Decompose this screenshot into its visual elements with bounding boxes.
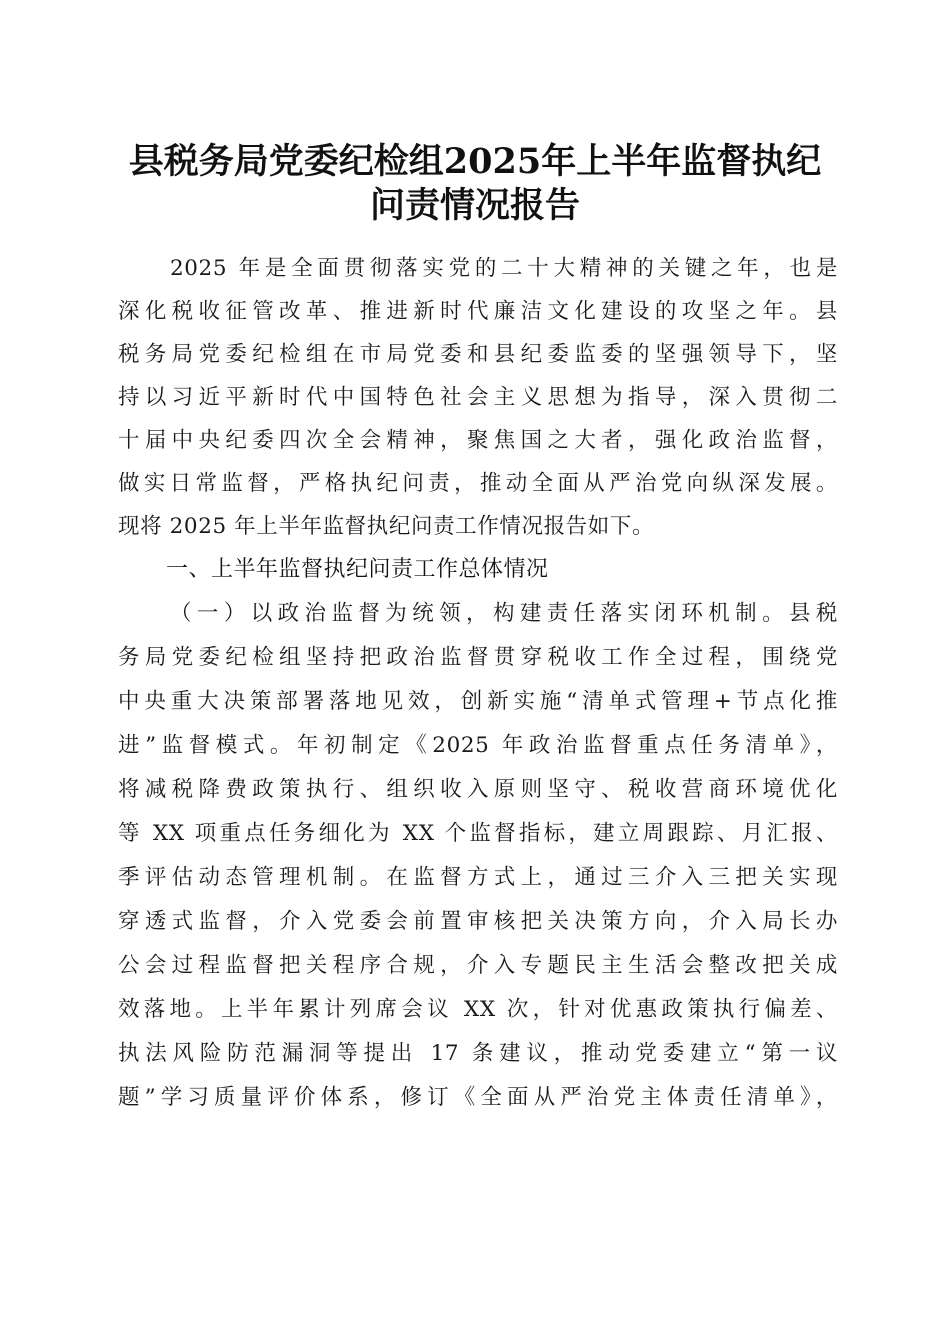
section-heading: 一、上半年监督执纪问责工作总体情况 xyxy=(166,557,549,582)
paragraph-line: 等 XX 项重点任务细化为 XX 个监督指标，建立周跟踪、月汇报、 xyxy=(118,821,838,846)
paragraph-line: 题”学习质量评价体系，修订《全面从严治党主体责任清单》， xyxy=(118,1085,838,1110)
paragraph-line: 将减税降费政策执行、组织收入原则坚守、税收营商环境优化 xyxy=(118,777,838,802)
paragraph-line: 十届中央纪委四次全会精神，聚焦国之大者，强化政治监督， xyxy=(118,428,838,453)
paragraph-line: 务局党委纪检组坚持把政治监督贯穿税收工作全过程，围绕党 xyxy=(118,645,838,670)
paragraph-line: 税务局党委纪检组在市局党委和县纪委监委的坚强领导下，坚 xyxy=(118,342,838,367)
paragraph-line: 深化税收征管改革、推进新时代廉洁文化建设的攻坚之年。县 xyxy=(118,299,838,324)
paragraph-line: 执法风险防范漏洞等提出 17 条建议，推动党委建立“第一议 xyxy=(118,1041,838,1066)
paragraph-line: 穿透式监督，介入党委会前置审核把关决策方向，介入局长办 xyxy=(118,909,838,934)
paragraph-line: （一）以政治监督为统领，构建责任落实闭环机制。县税 xyxy=(170,601,838,626)
paragraph-line: 中央重大决策部署落地见效，创新实施“清单式管理+节点化推 xyxy=(118,689,838,714)
paragraph-line: 做实日常监督，严格执纪问责，推动全面从严治党向纵深发展。 xyxy=(118,471,838,496)
document-title-line-1: 县税务局党委纪检组2025年上半年监督执纪 xyxy=(128,141,822,182)
paragraph-line: 2025 年是全面贯彻落实党的二十大精神的关键之年，也是 xyxy=(170,256,838,281)
paragraph-line: 公会过程监督把关程序合规，介入专题民主生活会整改把关成 xyxy=(118,953,838,978)
paragraph-line: 持以习近平新时代中国特色社会主义思想为指导，深入贯彻二 xyxy=(118,385,838,410)
paragraph-line: 效落地。上半年累计列席会议 XX 次，针对优惠政策执行偏差、 xyxy=(118,997,838,1022)
paragraph-line: 进”监督模式。年初制定《2025 年政治监督重点任务清单》， xyxy=(118,733,838,758)
document-title-line-2: 问责情况报告 xyxy=(369,185,580,226)
paragraph-line: 季评估动态管理机制。在监督方式上，通过三介入三把关实现 xyxy=(118,865,838,890)
paragraph-line: 现将 2025 年上半年监督执纪问责工作情况报告如下。 xyxy=(118,514,655,539)
